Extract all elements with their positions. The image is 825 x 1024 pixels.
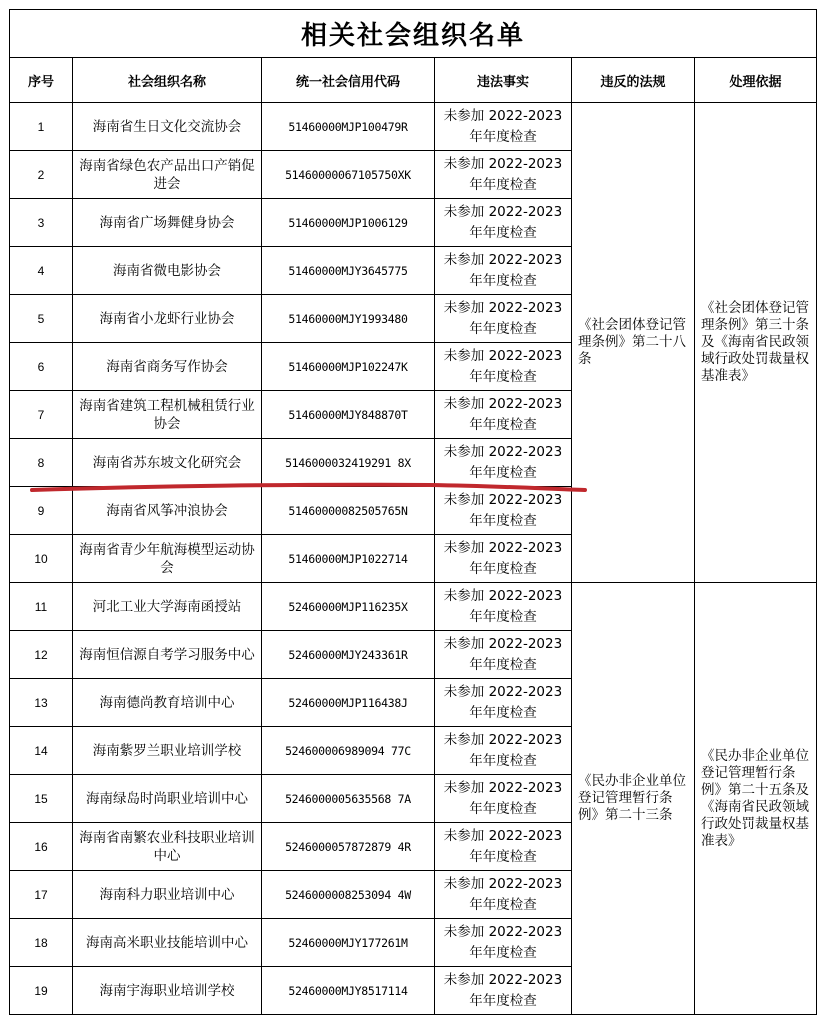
violation-fact-line: 未参加 2022-2023 bbox=[443, 539, 563, 556]
row-violation-fact bbox=[435, 967, 572, 1015]
row-credit-code: 5246000057872879 4R bbox=[262, 823, 435, 871]
row-credit-code: 51460000MJY3645775 bbox=[262, 247, 435, 295]
row-org-name: 海南省南繁农业科技职业培训中心 bbox=[73, 823, 262, 871]
row-violation-fact bbox=[435, 775, 572, 823]
row-seq: 16 bbox=[10, 823, 73, 871]
row-violation-fact bbox=[435, 871, 572, 919]
row-violation-fact bbox=[435, 199, 572, 247]
violation-fact-line: 未参加 2022-2023 bbox=[443, 443, 563, 460]
row-credit-code: 51460000MJY848870T bbox=[262, 391, 435, 439]
row-credit-code: 52460000MJY243361R bbox=[262, 631, 435, 679]
row-seq: 4 bbox=[10, 247, 73, 295]
violated-regulation: 《社会团体登记管理条例》第二十八条 bbox=[572, 103, 695, 583]
header-fact: 违法事实 bbox=[435, 58, 572, 103]
violation-fact-line: 未参加 2022-2023 bbox=[443, 923, 563, 940]
header-row bbox=[10, 58, 817, 103]
row-violation-fact bbox=[435, 535, 572, 583]
row-seq: 5 bbox=[10, 295, 73, 343]
row-org-name: 海南省风筝冲浪协会 bbox=[73, 487, 262, 535]
violation-fact-line: 未参加 2022-2023 bbox=[443, 635, 563, 652]
violation-fact-line: 年年度检查 bbox=[469, 896, 537, 913]
violation-fact-line: 年年度检查 bbox=[469, 848, 537, 865]
row-credit-code: 5246000008253094 4W bbox=[262, 871, 435, 919]
row-seq: 2 bbox=[10, 151, 73, 199]
penalty-basis: 《民办非企业单位登记管理暂行条例》第二十五条及《海南省民政领域行政处罚裁量权基准表》 bbox=[695, 583, 817, 1015]
row-seq: 10 bbox=[10, 535, 73, 583]
violation-fact-line: 年年度检查 bbox=[469, 800, 537, 817]
violation-fact-line: 未参加 2022-2023 bbox=[443, 251, 563, 268]
row-seq: 1 bbox=[10, 103, 73, 151]
violation-fact-line: 年年度检查 bbox=[469, 944, 537, 961]
violation-fact-line: 年年度检查 bbox=[469, 752, 537, 769]
row-seq: 13 bbox=[10, 679, 73, 727]
violation-fact-line: 未参加 2022-2023 bbox=[443, 875, 563, 892]
violation-fact-line: 年年度检查 bbox=[469, 560, 537, 577]
row-credit-code: 52460000MJY8517114 bbox=[262, 967, 435, 1015]
row-violation-fact bbox=[435, 727, 572, 775]
row-credit-code: 52460000MJY177261M bbox=[262, 919, 435, 967]
row-credit-code: 51460000MJP1022714 bbox=[262, 535, 435, 583]
row-seq: 7 bbox=[10, 391, 73, 439]
row-seq: 3 bbox=[10, 199, 73, 247]
violation-fact-line: 未参加 2022-2023 bbox=[443, 155, 563, 172]
row-credit-code: 51460000082505765N bbox=[262, 487, 435, 535]
violation-fact-line: 年年度检查 bbox=[469, 176, 537, 193]
row-credit-code: 52460000MJP116438J bbox=[262, 679, 435, 727]
row-org-name: 海南德尚教育培训中心 bbox=[73, 679, 262, 727]
row-violation-fact bbox=[435, 151, 572, 199]
row-org-name: 海南科力职业培训中心 bbox=[73, 871, 262, 919]
violation-fact-line: 年年度检查 bbox=[469, 512, 537, 529]
row-org-name: 河北工业大学海南函授站 bbox=[73, 583, 262, 631]
header-code: 统一社会信用代码 bbox=[262, 58, 435, 103]
row-violation-fact bbox=[435, 823, 572, 871]
violation-fact-line: 未参加 2022-2023 bbox=[443, 971, 563, 988]
header-seq: 序号 bbox=[10, 58, 73, 103]
row-org-name: 海南省小龙虾行业协会 bbox=[73, 295, 262, 343]
violation-fact-line: 年年度检查 bbox=[469, 608, 537, 625]
header-law: 违反的法规 bbox=[572, 58, 695, 103]
violation-fact-line: 未参加 2022-2023 bbox=[443, 779, 563, 796]
row-seq: 18 bbox=[10, 919, 73, 967]
row-seq: 14 bbox=[10, 727, 73, 775]
violation-fact-line: 未参加 2022-2023 bbox=[443, 203, 563, 220]
violation-fact-line: 年年度检查 bbox=[469, 272, 537, 289]
row-credit-code: 524600006989094 77C bbox=[262, 727, 435, 775]
violation-fact-line: 年年度检查 bbox=[469, 320, 537, 337]
violation-fact-line: 年年度检查 bbox=[469, 416, 537, 433]
row-org-name: 海南省微电影协会 bbox=[73, 247, 262, 295]
violation-fact-line: 年年度检查 bbox=[469, 464, 537, 481]
violated-regulation: 《民办非企业单位登记管理暂行条例》第二十三条 bbox=[572, 583, 695, 1015]
violation-fact-line: 未参加 2022-2023 bbox=[443, 587, 563, 604]
row-seq: 8 bbox=[10, 439, 73, 487]
violation-fact-line: 未参加 2022-2023 bbox=[443, 683, 563, 700]
violation-fact-line: 年年度检查 bbox=[469, 992, 537, 1009]
row-credit-code: 51460000MJY1993480 bbox=[262, 295, 435, 343]
row-credit-code: 51460000MJP102247K bbox=[262, 343, 435, 391]
violation-fact-line: 年年度检查 bbox=[469, 704, 537, 721]
row-violation-fact bbox=[435, 439, 572, 487]
row-credit-code: 5146000032419291 8X bbox=[262, 439, 435, 487]
row-seq: 17 bbox=[10, 871, 73, 919]
organization-list-table bbox=[9, 9, 817, 1015]
row-seq: 6 bbox=[10, 343, 73, 391]
header-name: 社会组织名称 bbox=[73, 58, 262, 103]
row-violation-fact bbox=[435, 247, 572, 295]
row-violation-fact bbox=[435, 583, 572, 631]
row-seq: 9 bbox=[10, 487, 73, 535]
violation-fact-line: 年年度检查 bbox=[469, 128, 537, 145]
row-violation-fact bbox=[435, 295, 572, 343]
row-violation-fact bbox=[435, 631, 572, 679]
header-basis: 处理依据 bbox=[695, 58, 817, 103]
row-violation-fact bbox=[435, 487, 572, 535]
violation-fact-line: 未参加 2022-2023 bbox=[443, 107, 563, 124]
row-seq: 11 bbox=[10, 583, 73, 631]
row-violation-fact bbox=[435, 343, 572, 391]
row-org-name: 海南省建筑工程机械租赁行业协会 bbox=[73, 391, 262, 439]
violation-fact-line: 年年度检查 bbox=[469, 656, 537, 673]
row-org-name: 海南省绿色农产品出口产销促进会 bbox=[73, 151, 262, 199]
row-credit-code: 52460000MJP116235X bbox=[262, 583, 435, 631]
row-org-name: 海南高米职业技能培训中心 bbox=[73, 919, 262, 967]
violation-fact-line: 未参加 2022-2023 bbox=[443, 731, 563, 748]
violation-fact-line: 未参加 2022-2023 bbox=[443, 299, 563, 316]
row-credit-code: 51460000067105750XK bbox=[262, 151, 435, 199]
violation-fact-line: 年年度检查 bbox=[469, 368, 537, 385]
table-row bbox=[10, 583, 817, 631]
row-violation-fact bbox=[435, 391, 572, 439]
row-org-name: 海南宇海职业培训学校 bbox=[73, 967, 262, 1015]
row-credit-code: 5246000005635568 7A bbox=[262, 775, 435, 823]
violation-fact-line: 未参加 2022-2023 bbox=[443, 395, 563, 412]
row-org-name: 海南省苏东坡文化研究会 bbox=[73, 439, 262, 487]
row-org-name: 海南省广场舞健身协会 bbox=[73, 199, 262, 247]
row-credit-code: 51460000MJP100479R bbox=[262, 103, 435, 151]
row-violation-fact bbox=[435, 679, 572, 727]
row-violation-fact bbox=[435, 919, 572, 967]
row-org-name: 海南省青少年航海模型运动协会 bbox=[73, 535, 262, 583]
row-org-name: 海南绿岛时尚职业培训中心 bbox=[73, 775, 262, 823]
row-seq: 15 bbox=[10, 775, 73, 823]
row-org-name: 海南省商务写作协会 bbox=[73, 343, 262, 391]
row-org-name: 海南紫罗兰职业培训学校 bbox=[73, 727, 262, 775]
table-row bbox=[10, 103, 817, 151]
row-violation-fact bbox=[435, 103, 572, 151]
violation-fact-line: 未参加 2022-2023 bbox=[443, 491, 563, 508]
penalty-basis: 《社会团体登记管理条例》第三十条及《海南省民政领域行政处罚裁量权基准表》 bbox=[695, 103, 817, 583]
row-org-name: 海南恒信源自考学习服务中心 bbox=[73, 631, 262, 679]
violation-fact-line: 未参加 2022-2023 bbox=[443, 827, 563, 844]
row-org-name: 海南省生日文化交流协会 bbox=[73, 103, 262, 151]
row-credit-code: 51460000MJP1006129 bbox=[262, 199, 435, 247]
violation-fact-line: 年年度检查 bbox=[469, 224, 537, 241]
row-seq: 12 bbox=[10, 631, 73, 679]
page-title: 相关社会组织名单 bbox=[10, 10, 817, 58]
violation-fact-line: 未参加 2022-2023 bbox=[443, 347, 563, 364]
row-seq: 19 bbox=[10, 967, 73, 1015]
